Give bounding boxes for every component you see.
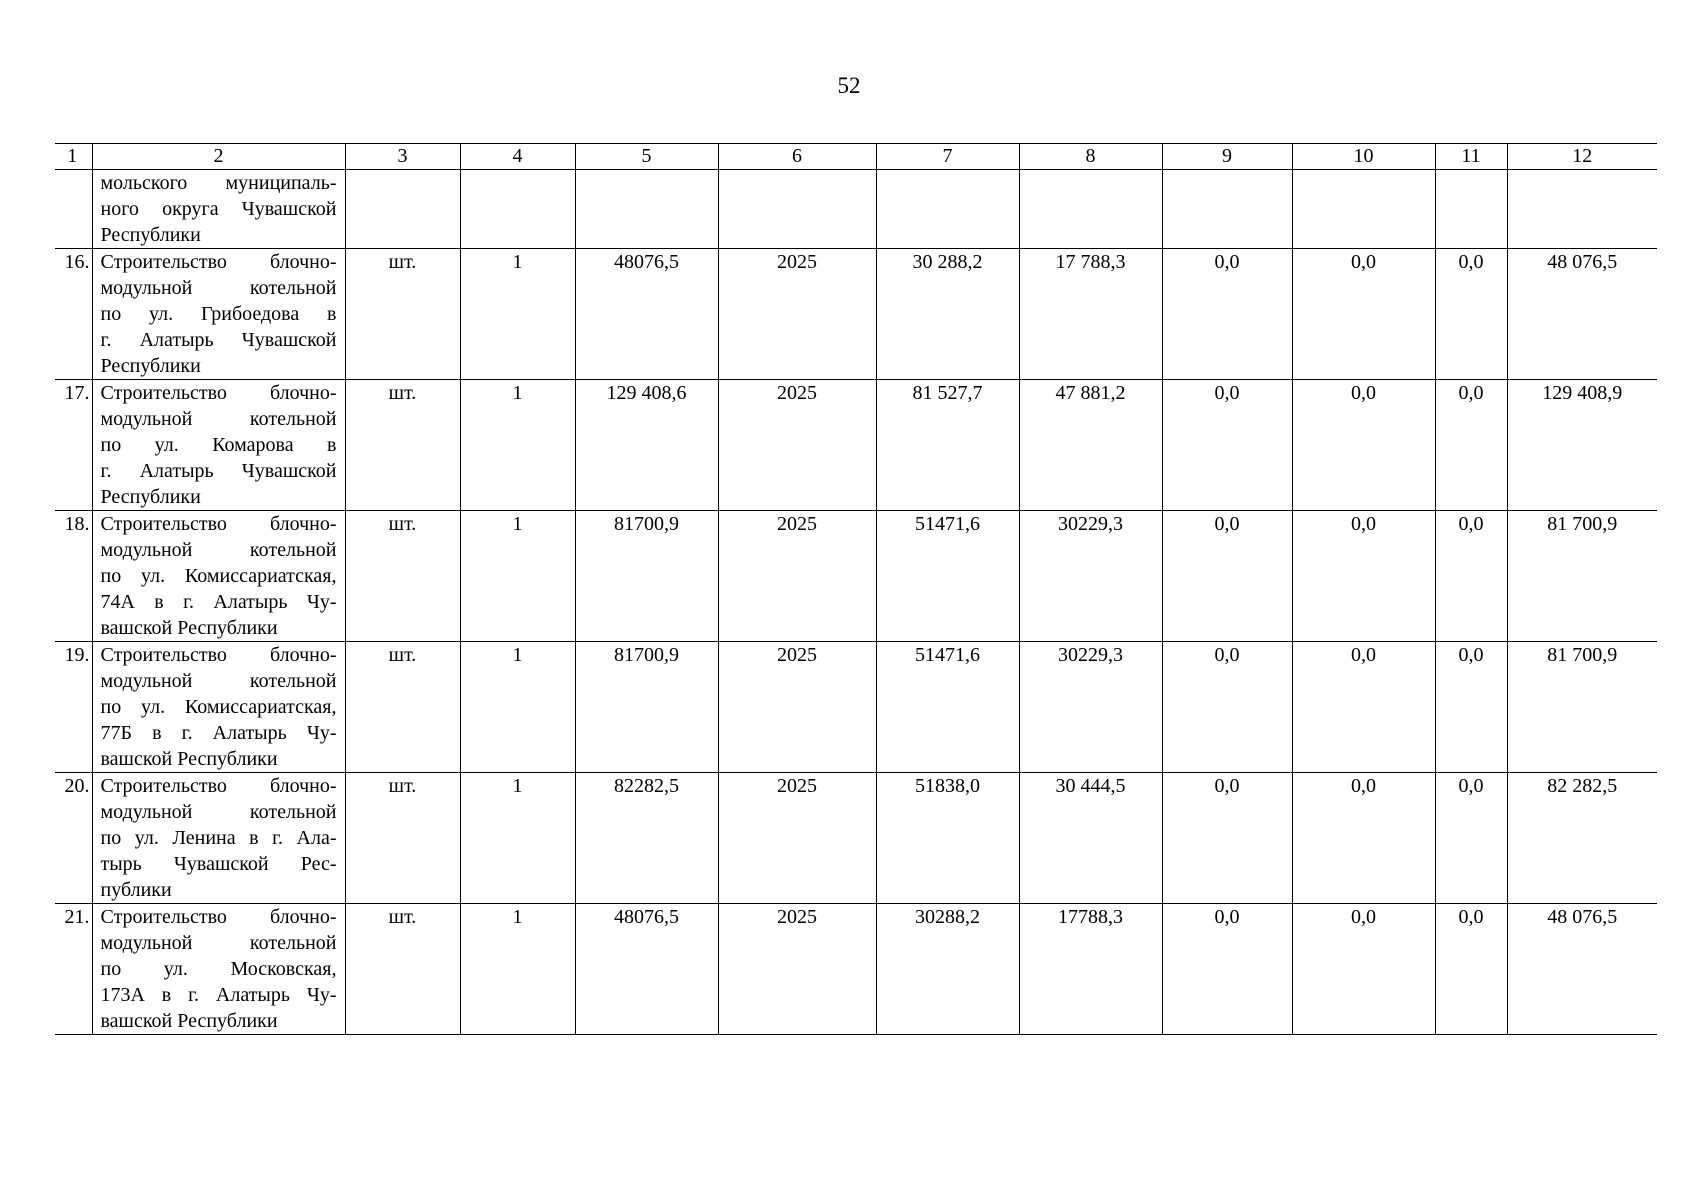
value-cell — [1162, 170, 1292, 249]
value-cell: 30288,2 — [876, 904, 1019, 1035]
value-cell — [1435, 170, 1507, 249]
continuation-row — [55, 170, 1657, 249]
table-row — [55, 904, 1657, 1035]
year-cell: 2025 — [718, 642, 876, 773]
name-line: Строительство блочно- — [100, 775, 337, 797]
name-line: вашской Республики — [100, 748, 278, 770]
year-cell — [718, 170, 876, 249]
name-cell — [92, 773, 345, 904]
name-line: модульной котельной — [100, 408, 337, 430]
value-cell: 17 788,3 — [1019, 249, 1162, 380]
value-cell: 51471,6 — [876, 642, 1019, 773]
value-cell: 81700,9 — [575, 642, 718, 773]
value-cell: 0,0 — [1162, 380, 1292, 511]
unit-cell: шт. — [345, 249, 460, 380]
header-cell: 9 — [1162, 144, 1292, 170]
header-cell: 11 — [1435, 144, 1507, 170]
value-cell: 0,0 — [1435, 773, 1507, 904]
name-line: Строительство блочно- — [100, 513, 337, 535]
row-number-cell: 17. — [55, 380, 92, 511]
name-line: вашской Республики — [100, 1010, 278, 1032]
name-line: модульной котельной — [100, 801, 337, 823]
name-line: г. Алатырь Чувашской — [100, 329, 337, 351]
value-cell: 0,0 — [1292, 511, 1435, 642]
qty-cell: 1 — [460, 642, 575, 773]
name-line: 173А в г. Алатырь Чу- — [100, 984, 337, 1006]
qty-cell: 1 — [460, 380, 575, 511]
name-line: модульной котельной — [100, 670, 337, 692]
name-line: 77Б в г. Алатырь Чу- — [100, 722, 337, 744]
row-number-cell: 18. — [55, 511, 92, 642]
value-cell: 30 288,2 — [876, 249, 1019, 380]
value-cell: 0,0 — [1162, 642, 1292, 773]
name-cell — [92, 642, 345, 773]
unit-cell: шт. — [345, 904, 460, 1035]
name-cell — [92, 249, 345, 380]
total-cell: 129 408,9 — [1507, 380, 1657, 511]
total-cell: 48 076,5 — [1507, 249, 1657, 380]
total-cell: 81 700,9 — [1507, 511, 1657, 642]
unit-cell: шт. — [345, 773, 460, 904]
name-line: Строительство блочно- — [100, 644, 337, 666]
value-cell: 17788,3 — [1019, 904, 1162, 1035]
header-cell: 10 — [1292, 144, 1435, 170]
value-cell: 0,0 — [1435, 904, 1507, 1035]
qty-cell: 1 — [460, 773, 575, 904]
header-cell: 6 — [718, 144, 876, 170]
name-line: Строительство блочно- — [100, 251, 337, 273]
name-line: модульной котельной — [100, 539, 337, 561]
name-line: ного округа Чувашской — [100, 198, 337, 220]
name-cell — [92, 170, 345, 249]
row-number-cell: 21. — [55, 904, 92, 1035]
value-cell — [1292, 170, 1435, 249]
name-line: публики — [100, 879, 172, 901]
unit-cell: шт. — [345, 380, 460, 511]
name-cell — [92, 904, 345, 1035]
value-cell — [876, 170, 1019, 249]
name-line: по ул. Комиссариатская, — [100, 565, 337, 587]
unit-cell: шт. — [345, 511, 460, 642]
table-row — [55, 380, 1657, 511]
value-cell: 0,0 — [1292, 249, 1435, 380]
value-cell — [1019, 170, 1162, 249]
value-cell: 0,0 — [1292, 380, 1435, 511]
value-cell: 0,0 — [1162, 511, 1292, 642]
row-number-cell — [55, 170, 92, 249]
value-cell: 0,0 — [1162, 904, 1292, 1035]
row-number-cell: 20. — [55, 773, 92, 904]
value-cell: 0,0 — [1435, 511, 1507, 642]
name-line: по ул. Ленина в г. Ала- — [100, 827, 337, 849]
year-cell: 2025 — [718, 380, 876, 511]
value-cell: 0,0 — [1435, 249, 1507, 380]
name-line: мольского муниципаль- — [100, 172, 337, 194]
value-cell — [575, 170, 718, 249]
data-table — [55, 143, 1657, 1035]
name-cell — [92, 511, 345, 642]
header-cell: 5 — [575, 144, 718, 170]
value-cell: 0,0 — [1162, 773, 1292, 904]
value-cell: 81 527,7 — [876, 380, 1019, 511]
value-cell: 0,0 — [1292, 642, 1435, 773]
value-cell: 0,0 — [1292, 773, 1435, 904]
total-cell — [1507, 170, 1657, 249]
year-cell: 2025 — [718, 773, 876, 904]
name-line: по ул. Комарова в — [100, 434, 337, 456]
value-cell: 47 881,2 — [1019, 380, 1162, 511]
page-number: 52 — [837, 73, 861, 98]
table-row — [55, 773, 1657, 904]
table-row — [55, 249, 1657, 380]
name-line: вашской Республики — [100, 617, 278, 639]
name-line: г. Алатырь Чувашской — [100, 460, 337, 482]
row-number-cell: 19. — [55, 642, 92, 773]
name-cell — [92, 380, 345, 511]
value-cell: 30229,3 — [1019, 642, 1162, 773]
value-cell: 48076,5 — [575, 249, 718, 380]
header-cell: 8 — [1019, 144, 1162, 170]
value-cell: 51838,0 — [876, 773, 1019, 904]
qty-cell: 1 — [460, 249, 575, 380]
header-cell: 12 — [1507, 144, 1657, 170]
total-cell: 81 700,9 — [1507, 642, 1657, 773]
column-number-row — [55, 144, 1657, 170]
qty-cell — [460, 170, 575, 249]
unit-cell: шт. — [345, 642, 460, 773]
name-line: Республики — [100, 224, 201, 246]
name-line: Строительство блочно- — [100, 382, 337, 404]
header-cell: 1 — [55, 144, 92, 170]
year-cell: 2025 — [718, 904, 876, 1035]
value-cell: 82282,5 — [575, 773, 718, 904]
name-line: модульной котельной — [100, 277, 337, 299]
value-cell: 0,0 — [1435, 642, 1507, 773]
name-line: по ул. Грибоедова в — [100, 303, 337, 325]
name-line: Республики — [100, 355, 201, 377]
header-cell: 7 — [876, 144, 1019, 170]
name-line: по ул. Московская, — [100, 958, 337, 980]
year-cell: 2025 — [718, 249, 876, 380]
name-line: Республики — [100, 486, 201, 508]
name-line: по ул. Комиссариатская, — [100, 696, 337, 718]
name-line: тырь Чувашской Рес- — [100, 853, 337, 875]
header-cell: 3 — [345, 144, 460, 170]
name-line: 74А в г. Алатырь Чу- — [100, 591, 337, 613]
value-cell: 129 408,6 — [575, 380, 718, 511]
table-row — [55, 511, 1657, 642]
year-cell: 2025 — [718, 511, 876, 642]
value-cell: 0,0 — [1292, 904, 1435, 1035]
value-cell: 81700,9 — [575, 511, 718, 642]
name-line: Строительство блочно- — [100, 906, 337, 928]
qty-cell: 1 — [460, 904, 575, 1035]
value-cell: 0,0 — [1162, 249, 1292, 380]
value-cell: 30229,3 — [1019, 511, 1162, 642]
header-cell: 4 — [460, 144, 575, 170]
header-cell: 2 — [92, 144, 345, 170]
qty-cell: 1 — [460, 511, 575, 642]
name-line: модульной котельной — [100, 932, 337, 954]
unit-cell — [345, 170, 460, 249]
total-cell: 48 076,5 — [1507, 904, 1657, 1035]
row-number-cell: 16. — [55, 249, 92, 380]
total-cell: 82 282,5 — [1507, 773, 1657, 904]
value-cell: 51471,6 — [876, 511, 1019, 642]
value-cell: 48076,5 — [575, 904, 718, 1035]
table-row — [55, 642, 1657, 773]
value-cell: 0,0 — [1435, 380, 1507, 511]
value-cell: 30 444,5 — [1019, 773, 1162, 904]
